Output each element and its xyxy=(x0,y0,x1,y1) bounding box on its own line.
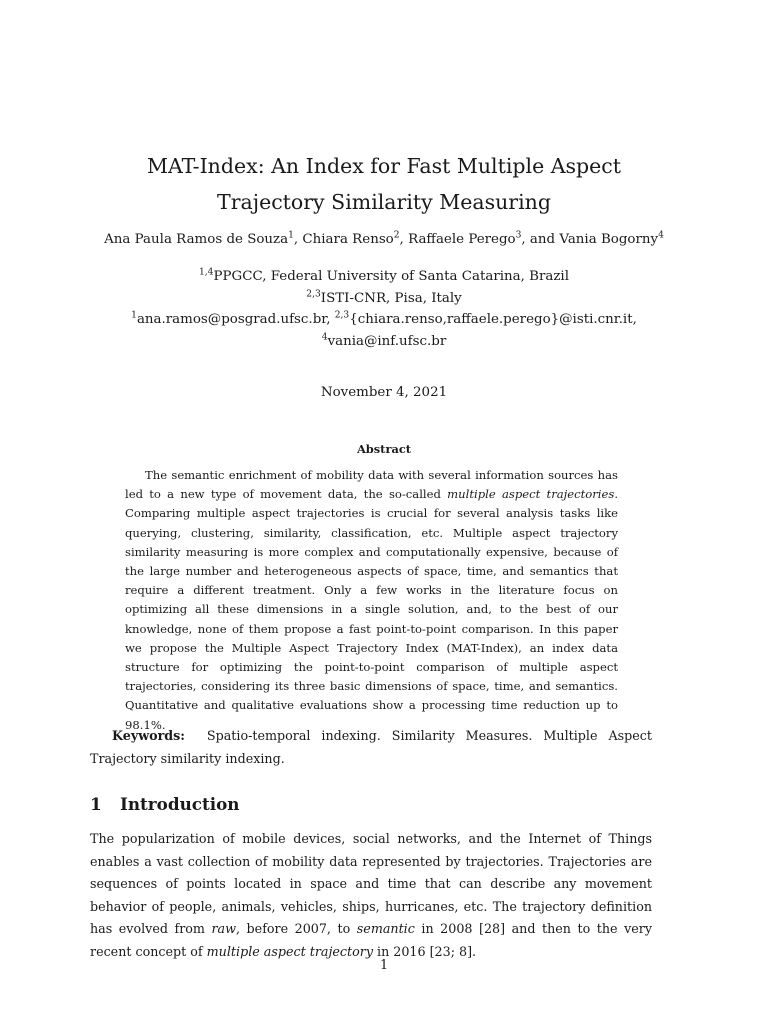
affiliations xyxy=(0,266,768,352)
author-separator: , xyxy=(399,232,409,247)
author-separator: , and xyxy=(521,232,560,247)
affiliation-mark: 2,3 xyxy=(306,289,321,300)
affiliation-text: ISTI-CNR, Pisa, Italy xyxy=(320,290,462,306)
affiliation-line xyxy=(0,266,768,288)
author-separator: , xyxy=(293,232,303,247)
author-affiliation-mark: 3 xyxy=(515,230,522,241)
affiliation-text: PPGCC, Federal University of Santa Catarina, Brazil xyxy=(213,269,569,284)
intro-emphasis: semantic xyxy=(356,921,415,936)
email-line xyxy=(0,331,768,353)
email-address: ana.ramos@posgrad.ufsc.br, xyxy=(136,312,335,327)
author-affiliation-mark: 2 xyxy=(393,230,400,241)
affiliation-line xyxy=(0,288,768,310)
affiliation-mark: 1,4 xyxy=(198,267,214,278)
abstract-emphasis: multiple aspect trajectories xyxy=(447,487,615,502)
intro-text: in 2016 [23; 8]. xyxy=(372,943,477,959)
intro-text: The popularization of mobile devices, social networks, and the Internet of Things enables a vast collection of mobility data represented by trajectories. Trajectories are sequences of points located in space and time that can describe any movement behavior of people, animals, vehicles, ships, hurricanes, etc. The trajectory definition has evolved from xyxy=(90,831,652,936)
author-name: Chiara Renso xyxy=(302,232,394,247)
intro-emphasis: multiple aspect trajectory xyxy=(206,943,373,959)
email-line xyxy=(0,309,768,331)
intro-text: , before 2007, to xyxy=(235,921,357,936)
publication-date: November 4, 2021 xyxy=(320,385,448,400)
email-address: {chiara.renso,raffaele.perego}@isti.cnr.it, xyxy=(349,312,637,327)
author-name: Vania Bogorny xyxy=(559,232,659,247)
abstract-text: The semantic enrichment of mobility data with several information sources has led to a new type of movement data, the so-called xyxy=(125,468,618,502)
author-affiliation-mark: 4 xyxy=(658,230,664,241)
author-name: Raffaele Perego xyxy=(408,232,516,247)
title-line-2: Trajectory Similarity Measuring xyxy=(217,190,551,214)
keywords-label: Keywords: xyxy=(112,728,185,743)
email-address: vania@inf.ufsc.br xyxy=(327,333,447,349)
paper-title xyxy=(0,148,768,220)
intro-text: in 2008 [28] and then to the very recent concept of xyxy=(90,921,652,959)
section-title: Introduction xyxy=(120,794,240,814)
author-list xyxy=(0,230,768,250)
intro-emphasis: raw xyxy=(211,921,236,936)
email-mark: 4 xyxy=(321,332,328,343)
abstract-body xyxy=(125,466,618,735)
abstract-heading: Abstract xyxy=(356,442,412,456)
section-heading xyxy=(90,792,240,816)
intro-paragraph xyxy=(90,828,652,963)
keywords xyxy=(90,725,652,770)
email-mark: 2,3 xyxy=(334,310,350,321)
author-affiliation-mark: 1 xyxy=(288,230,294,241)
email-mark: 1 xyxy=(131,310,137,321)
keywords-text: Spatio-temporal indexing. Similarity Measures. Multiple Aspect Trajectory similarity indexing. xyxy=(90,728,652,766)
section-number: 1 xyxy=(90,794,102,814)
title-line-1: MAT-Index: An Index for Fast Multiple Aspect xyxy=(146,154,622,178)
abstract-text: . Comparing multiple aspect trajectories is crucial for several analysis tasks like querying, clustering, similarity, classification, etc. Multiple aspect trajectory similarity measuring is more complex and computationally expensive, because of the large number and heterogeneous aspects of space, time, and semantics that require a different treatment. Only a few works in the literature focus on optimizing all these dimensions in a single solution, and, to the best of our knowledge, none of them propose a fast point-to-point comparison. In this paper we propose the Multiple Aspect Trajectory Index (MAT-Index), an index data structure for optimizing the point-to-point comparison of multiple aspect trajectories, considering its three basic dimensions of space, time, and semantics. Quantitative and qualitative evaluations show a processing time reduction up to 98.1%. xyxy=(125,487,618,732)
author-name: Ana Paula Ramos de Souza xyxy=(104,232,289,247)
page-number: 1 xyxy=(379,957,389,972)
